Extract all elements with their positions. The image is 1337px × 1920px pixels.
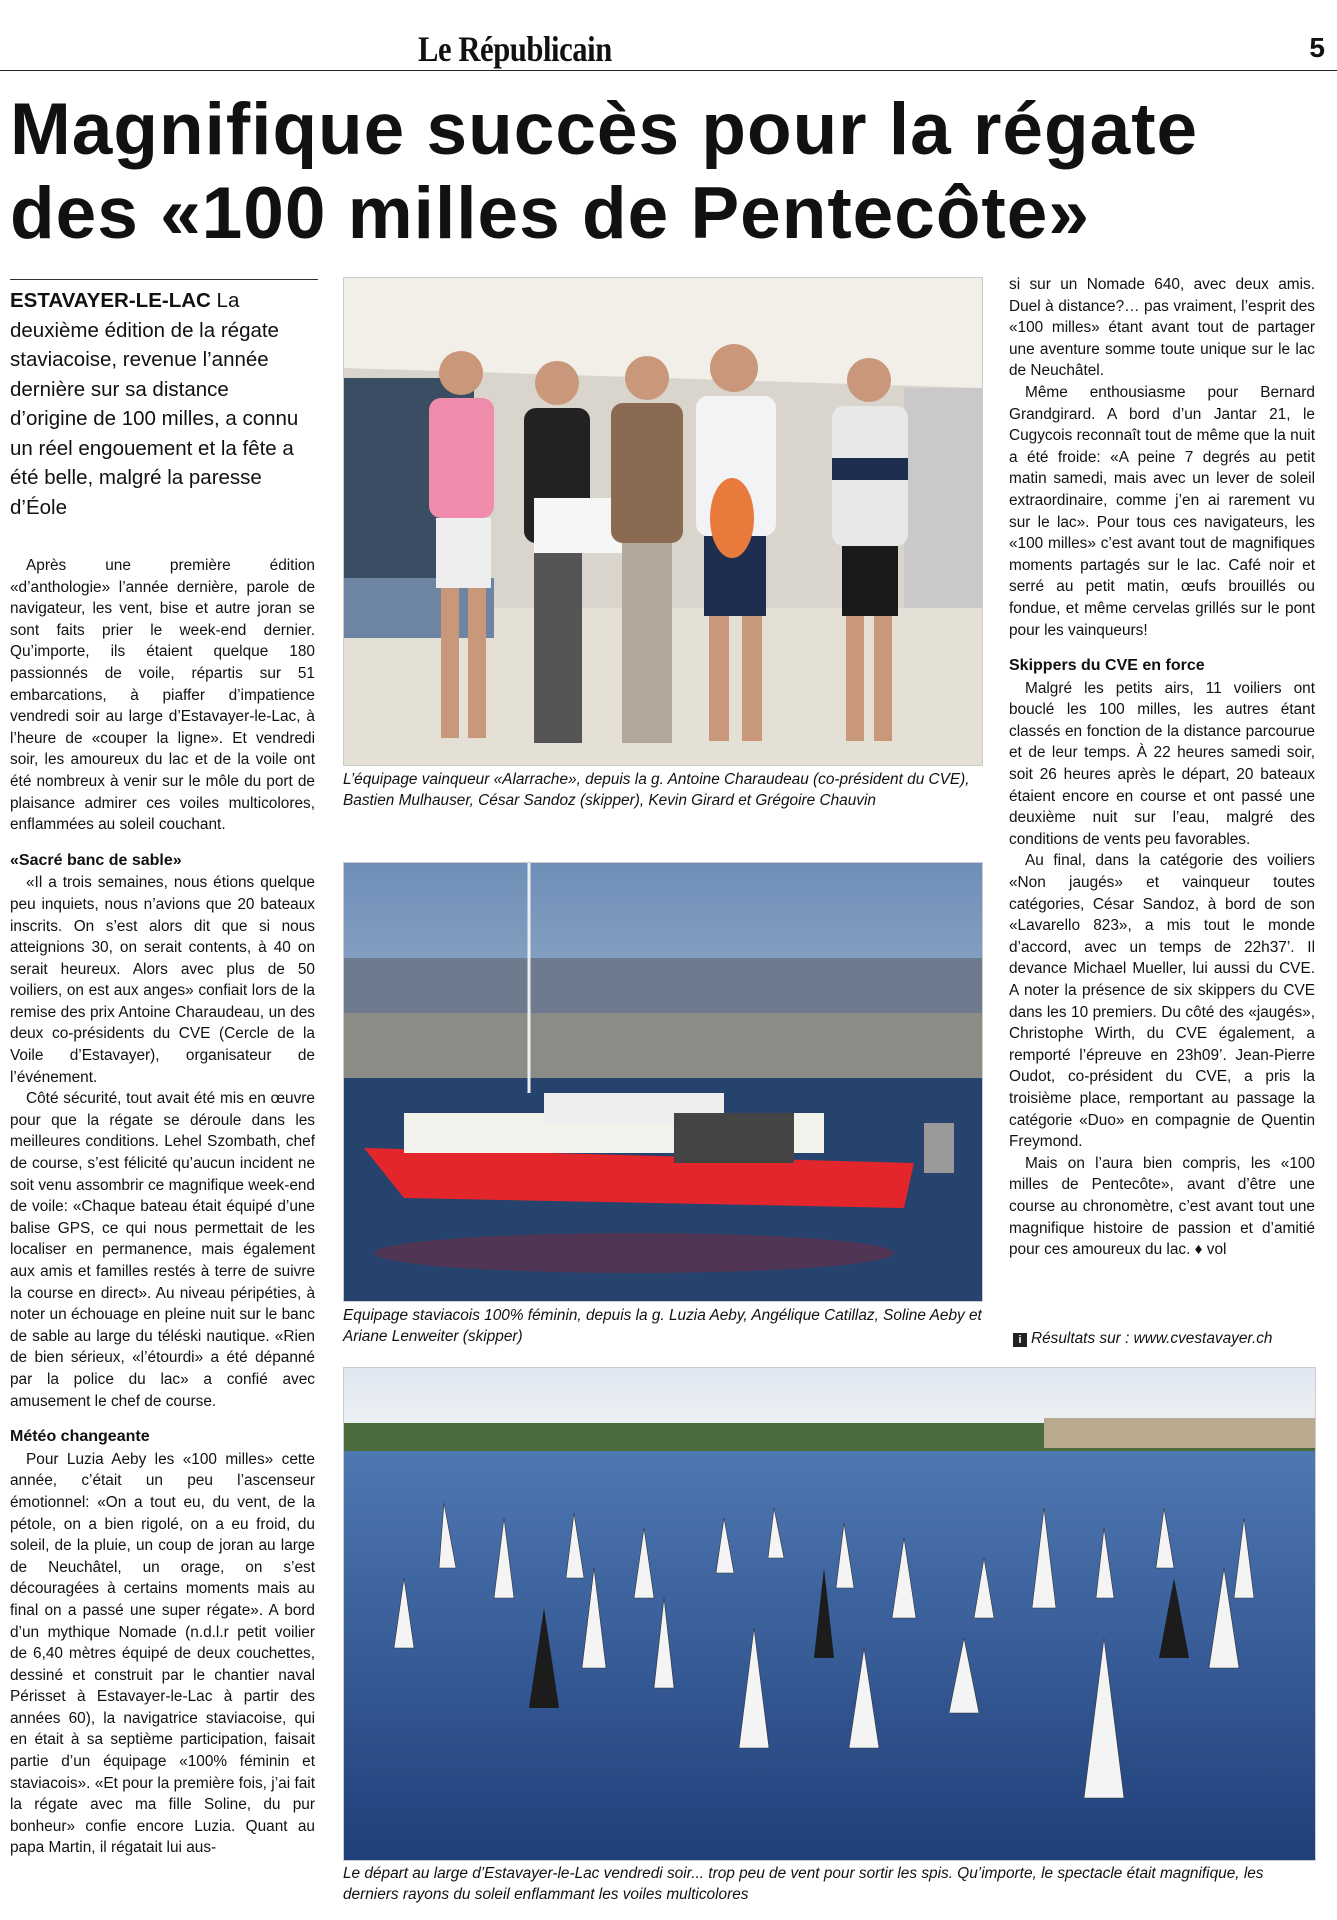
caption-photo-women-crew: Equipage staviacois 100% féminin, depuis la g. Luzia Aeby, Angélique Catillaz, Soline Aeby et Ariane Lenweiter (skipper) [343,1307,982,1345]
paragraph: Au final, dans la catégorie des voiliers «Non jaugés» et vainqueur toutes catégories, César Sandoz, à bord de son «Lavarello 823», a mis tout le monde d’accord, avec un temps de 22h37’. Il devance Michael Mueller, lui aussi du CVE. A noter la présence de six skippers du CVE dans les 10 premiers. Du côté des «jaugés», Christophe Wirth, du CVE également, a remporté l’épreuve en 23h09’. Jean-Pierre Oudot, co-président du CVE, a pris la troisième place, remportant au passage la catégorie «Duo» en compagnie de Quentin Freymond. [1009,852,1315,1151]
results-link [1013,1330,1273,1348]
page-number: 5 [1309,32,1325,63]
paragraph: Après une première édition «d’anthologie» l’année dernière, parole de navigateur, les vent, bise et autre joran se sont faits prier le week-end dernier. Qu’importe, ils étaient quelque 180 passionnés de voile, répartis sur 51 embarcations, à piaffer d’impatience vendredi soir au large d’Estavayer-le-Lac, à l’heure de «couper la ligne». Et vendredi soir, les amoureux du lac et de la voile ont été nombreux à venir sur le môle du port de plaisance admirer ces voiles multicolores, enflammées au soleil couchant. [10,557,315,834]
paragraph: Côté sécurité, tout avait été mis en œuvre pour que la régate se déroule dans les meilleures conditions. Lehel Szombath, chef de course, s’est félicité qu’aucun incident ne soit venu assombrir ce magnifique week-end de voile: «Chaque bateau était équipé d’une balise GPS, ce qui nous permettait de les localiser en permanence, mais également aux amis et familles restés à terre de suivre la course en direct». Au niveau péripéties, à noter un échouage en pleine nuit sur le banc de sable au large du téléski nautique. «Rien de bien sérieux, «l’étourdi» a été dépanné par la police du lac» a confié avec amusement le chef de course. [10,1090,315,1410]
photo-women-crew [343,862,983,1302]
subheading: Météo changeante [10,1428,150,1446]
photo-regatta-start [343,1367,1316,1861]
paragraph: «Il a trois semaines, nous étions quelque peu inquiets, nous n’avions que 20 bateaux inscrits. On s’est alors dit que si nous atteignions 30, on serait contents, à 40 on serait heureux. Alors avec plus de 50 voiliers, on est aux anges» confiait lors de la remise des prix Antoine Charaudeau, un des deux co-présidents du CVE (Cercle de la Voile d’Estavayer), organisateur de l’événement. [10,874,315,1086]
masthead [0,22,1337,71]
results-text: Résultats sur : www.cvestavayer.ch [1031,1330,1273,1347]
paragraph: Même enthousiasme pour Bernard Grandgirard. A bord d’un Jantar 21, le Cugycois reconnaît tout de même que la nuit a été froide: «A peine 7 degrés au petit matin samedi, mais avec un lever de soleil extraordinaire, comme j’en ai rarement vu sur le lac». Pour tous ces navigateurs, les «100 milles» c’est avant tout de magnifiques moments partagés sur le lac. Café noir et serré au petit matin, œufs brouillés ou fondue, et même cervelas grillés sur le pont pour les vainqueurs! [1009,383,1315,639]
paragraph: Pour Luzia Aeby les «100 milles» cette année, c’était un peu l’ascenseur émotionnel: «On a tout eu, du vent, de la pétole, on a bien rigolé, on a eu froid, du soleil, de la pluie, un coup de joran au large de Neuchâtel, un orage, on s’est découragées à certains moments mais au final on a passé une super régate». A bord d’un mythique Nomade (n.d.l.r petit voilier de 6,40 mètres équipé de deux couchettes, dessiné et construit par le chantier naval Périsset à Estavayer-le-Lac à partir des années 60), la navigatrice staviacoise, qui en était à sa septième participation, faisait partie d’un équipage «100% féminin et staviacois». «Et pour la première fois, j’ai fait la régate avec ma fille Soline, du pur bonheur» confie encore Luzia. Quant au papa Martin, il régatait lui aus- [10,1450,315,1857]
article-column-1 [10,555,315,1859]
photo-winning-crew [343,277,983,766]
article-column-3 [1009,274,1315,1261]
lead-text: La deuxième édition de la régate staviacoise, revenue l’année dernière sur sa distance d’origine de 100 milles, a connu un réel engouement et la fête a été belle, malgré la paresse d’Éole [10,289,299,519]
paragraph: Malgré les petits airs, 11 voiliers ont bouclé les 100 milles, les autres étant classés en fonction de la distance parcourue et de leur temps. À 22 heures samedi soir, soit 26 heures après le départ, 20 bateaux étaient encore en course et ont passé une deuxième nuit sur l’eau, malgré des conditions de vents peu favorables. [1009,679,1315,848]
subheading: Skippers du CVE en force [1009,657,1205,675]
photo-winning-crew-image [344,278,982,765]
headline: Magnifique succès pour la régate des «100 milles de Pentecôte» [10,89,1199,254]
lead-place: ESTAVAYER-LE-LAC [10,289,211,312]
caption-photo-winning-crew: L’équipage vainqueur «Alarrache», depuis la g. Antoine Charaudeau (co-président du CVE), Bastien Mulhauser, César Sandoz (skipper), Kevin Girard et Grégoire Chauvin [343,771,970,809]
paragraph: Mais on l’aura bien compris, les «100 milles de Pentecôte», avant d’être une course au chronomètre, c’est avant tout une magnifique histoire de passion et d’amitié pour ces amoureux du lac. ♦ vol [1009,1154,1315,1259]
subheading: «Sacré banc de sable» [10,851,182,869]
lead-rule [10,279,318,280]
lead-paragraph [10,286,300,522]
newspaper-name: Le Républicain [418,29,612,69]
photo-regatta-start-image [344,1368,1315,1860]
paragraph: si sur un Nomade 640, avec deux amis. Duel à distance?… pas vraiment, l’esprit des «100 milles» étant avant tout de partager une aventure somme toute unique sur le lac de Neuchâtel. [1009,276,1315,380]
caption-photo-regatta-start: Le départ au large d’Estavayer-le-Lac vendredi soir... trop peu de vent pour sortir les spis. Qu’importe, le spectacle était magnifique, les derniers rayons du soleil enflammant les voiles multicolores [343,1865,1264,1903]
photo-women-crew-image [344,863,982,1301]
info-icon: i [1013,1333,1027,1347]
